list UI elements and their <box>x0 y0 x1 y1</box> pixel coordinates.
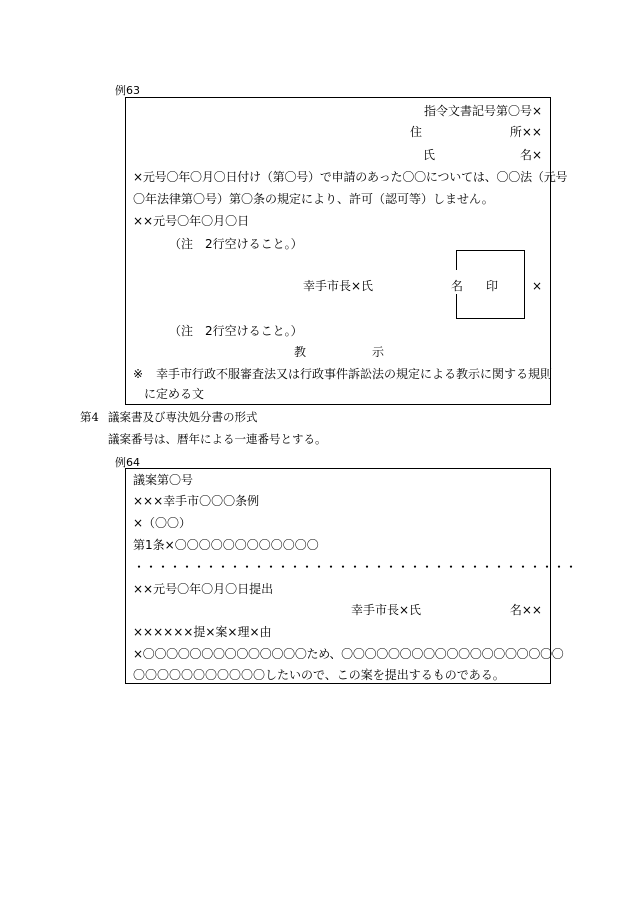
name-label-2: 名× <box>519 148 542 162</box>
seal-mark: × <box>531 279 542 293</box>
seal-box-top <box>456 250 524 251</box>
remark-line-1: 幸手市行政不服審査法又は行政事件訴訟法の規定による教示に関する規則 <box>156 367 553 381</box>
mayor-name: 幸手市長×氏 <box>303 279 374 293</box>
address-label-2: 所×× <box>509 125 542 139</box>
address-label-1: 住 <box>410 125 423 139</box>
reason-line-1: ×〇〇〇〇〇〇〇〇〇〇〇〇〇〇ため、〇〇〇〇〇〇〇〇〇〇〇〇〇〇〇〇〇〇〇 <box>133 647 564 661</box>
bill-paren: ×（〇〇） <box>133 516 192 530</box>
section-4-heading: 議案書及び専決処分書の形式 <box>108 410 258 424</box>
section-4-body: 議案番号は、暦年による一連番号とする。 <box>108 432 327 446</box>
remark-line-2: に定める文 <box>144 387 205 401</box>
bill-title: ×××幸手市〇〇〇条例 <box>133 494 260 508</box>
article-1: 第1条×〇〇〇〇〇〇〇〇〇〇〇〇 <box>133 538 319 552</box>
body-line-1: ×元号〇年〇月〇日付け（第〇号）で申請のあった〇〇については、〇〇法（元号 <box>133 170 568 184</box>
reason-heading: ××××××提×案×理×由 <box>133 625 272 639</box>
seal-box-left-top <box>456 250 457 270</box>
reason-line-2: 〇〇〇〇〇〇〇〇〇〇〇したいので、この案を提出するものである。 <box>133 668 505 682</box>
instruction-right: 示 <box>372 345 385 359</box>
example-64-box <box>125 468 578 684</box>
remark-mark: ※ <box>133 367 144 381</box>
example-63-box <box>125 97 568 405</box>
seal-box-left-bottom <box>456 294 457 318</box>
directive-number: 指令文書記号第〇号× <box>423 104 542 118</box>
instruction-left: 教 <box>294 345 307 359</box>
mayor-suffix-64: 名×× <box>509 603 542 617</box>
bill-number: 議案第〇号 <box>133 473 194 487</box>
mayor-name-64: 幸手市長×氏 <box>351 603 422 617</box>
section-4-number: 第4 <box>80 410 99 424</box>
body-line-2: 〇年法律第〇号）第〇条の規定により、許可（認可等）しません。 <box>133 192 494 206</box>
seal-stamp: 印 <box>486 279 499 293</box>
note-2: （注 2行空けること。） <box>169 324 303 338</box>
date-line: ××元号〇年〇月〇日 <box>133 214 250 228</box>
note-1: （注 2行空けること。） <box>169 237 303 251</box>
dot-leader: ・・・・・・・・・・・・・・・・・・・・・・・・・・・・・・・・・・・・・ <box>133 560 578 574</box>
seal-name: 名 <box>451 279 464 293</box>
submit-date: ××元号〇年〇月〇日提出 <box>133 582 274 596</box>
example-63-label: 例63 <box>115 84 140 97</box>
example-64-label: 例64 <box>115 456 140 469</box>
name-label-1: 氏 <box>423 148 436 162</box>
